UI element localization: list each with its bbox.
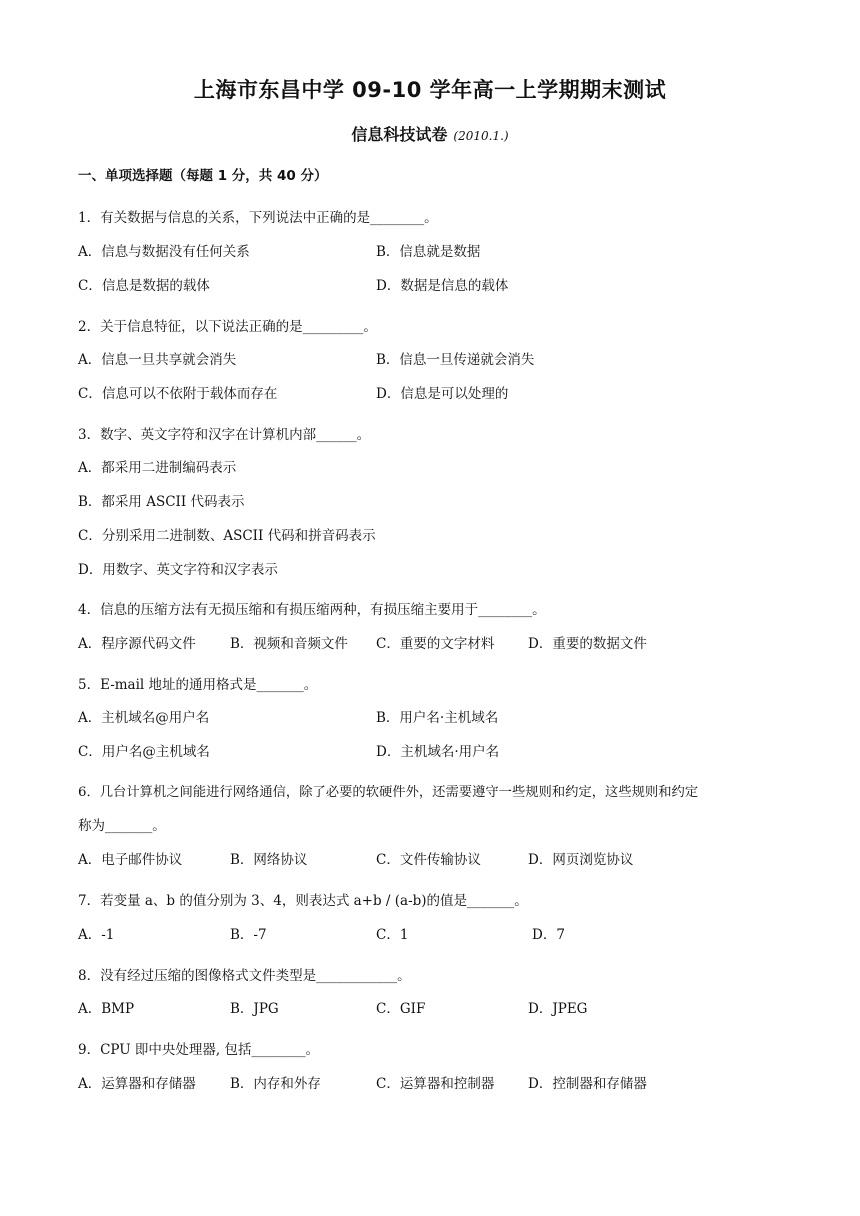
question-stem: 3．数字、英文字符和汉字在计算机内部______。 — [78, 427, 371, 443]
option: C．GIF — [376, 1001, 426, 1017]
option: D．用数字、英文字符和汉字表示 — [78, 562, 278, 578]
option: D．7 — [532, 927, 565, 943]
option: A．电子邮件协议 — [78, 852, 183, 868]
question-stem: 1．有关数据与信息的关系，下列说法中正确的是________。 — [78, 210, 438, 226]
option: A．信息一旦共享就会消失 — [78, 352, 237, 368]
option: D．控制器和存储器 — [528, 1076, 647, 1092]
option: B．信息就是数据 — [376, 244, 481, 260]
option: B．网络协议 — [230, 852, 308, 868]
option: A．运算器和存储器 — [78, 1076, 196, 1092]
option: D．信息是可以处理的 — [376, 386, 509, 402]
option: A．程序源代码文件 — [78, 636, 196, 652]
option: D．JPEG — [528, 1001, 588, 1017]
option: A．-1 — [78, 927, 115, 943]
option: B．都采用 ASCII 代码表示 — [78, 494, 245, 510]
option: D．重要的数据文件 — [528, 636, 647, 652]
option: B．JPG — [230, 1001, 279, 1017]
option: C．用户名@主机域名 — [78, 744, 210, 760]
option: C．分别采用二进制数、ASCII 代码和拼音码表示 — [78, 528, 376, 544]
option: C．文件传输协议 — [376, 852, 481, 868]
question-stem-continued: 称为_______。 — [78, 818, 166, 834]
exam-title: 上海市东昌中学 09-10 学年高一上学期期末测试 — [193, 78, 667, 102]
section-heading: 一、单项选择题（每题 1 分，共 40 分） — [78, 168, 328, 184]
option: D．网页浏览协议 — [528, 852, 634, 868]
question-stem: 5．E-mail 地址的通用格式是_______。 — [78, 677, 318, 693]
option: C．1 — [376, 927, 409, 943]
question-stem: 9．CPU 即中央处理器, 包括________。 — [78, 1042, 320, 1058]
option: A．信息与数据没有任何关系 — [78, 244, 250, 260]
option: B．-7 — [230, 927, 267, 943]
option: D．主机域名·用户名 — [376, 744, 500, 760]
option: C．运算器和控制器 — [376, 1076, 495, 1092]
option: B．信息一旦传递就会消失 — [376, 352, 535, 368]
option: B．用户名·主机域名 — [376, 710, 499, 726]
option: C．信息可以不依附于载体而存在 — [78, 386, 278, 402]
option: A．主机域名@用户名 — [78, 710, 210, 726]
option: A．都采用二进制编码表示 — [78, 460, 237, 476]
question-stem: 7．若变量 a、b 的值分别为 3、4，则表达式 a+b / (a-b)的值是_______。 — [78, 893, 528, 909]
question-stem: 4．信息的压缩方法有无损压缩和有损压缩两种，有损压缩主要用于________。 — [78, 602, 546, 618]
subtitle-text: 信息科技试卷 — [351, 125, 448, 144]
question-stem: 6．几台计算机之间能进行网络通信，除了必要的软硬件外，还需要遵守一些规则和约定，这些规则和约定 — [78, 785, 699, 800]
exam-date: (2010.1.) — [453, 129, 509, 143]
option: A．BMP — [78, 1001, 135, 1017]
option: D．数据是信息的载体 — [376, 278, 509, 294]
option: B．视频和音频文件 — [230, 636, 348, 652]
question-stem: 2．关于信息特征，以下说法正确的是_________。 — [78, 319, 377, 335]
option: C．信息是数据的载体 — [78, 278, 210, 294]
option: B．内存和外存 — [230, 1076, 321, 1092]
option: C．重要的文字材料 — [376, 636, 495, 652]
question-stem: 8．没有经过压缩的图像格式文件类型是____________。 — [78, 968, 411, 984]
exam-subtitle — [0, 122, 860, 145]
